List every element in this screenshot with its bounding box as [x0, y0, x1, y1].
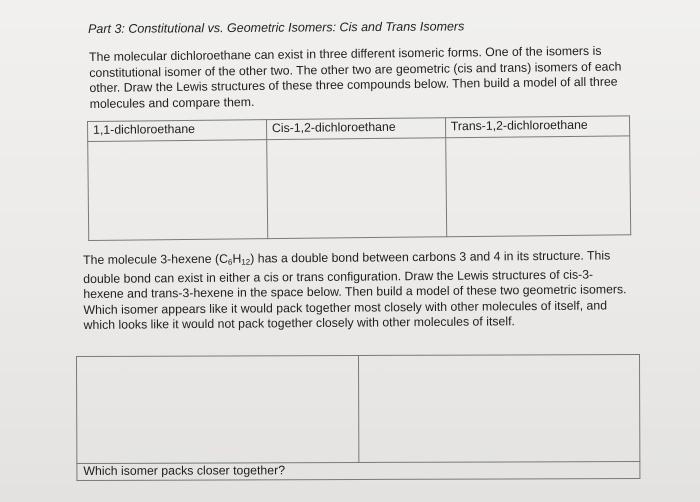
drawing-cell-1-1-dichloroethane[interactable]: [88, 140, 268, 241]
hexene-table: [76, 354, 640, 481]
drawing-cell-trans-1-2-dichloroethane[interactable]: [445, 136, 630, 237]
drawing-cell-trans-3-hexene[interactable]: [358, 355, 640, 463]
subscript-hydrogen: 12: [241, 257, 251, 267]
hexene-paragraph: [83, 248, 632, 333]
drawing-cell-cis-3-hexene[interactable]: [77, 356, 359, 464]
hexene-text-before: The molecule 3-hexene (C: [83, 251, 229, 267]
drawing-cell-cis-1-2-dichloroethane[interactable]: [267, 138, 447, 239]
intro-paragraph: The molecular dichloroethane can exist in three different isomeric forms. One of the isomers is constitutional isomer of the other two. The other two are geometric (cis and trans) isomers of each other. Draw the Lewis structures of these three compounds below. Then build a model of all three molecules and compare them.: [89, 43, 622, 111]
dichloroethane-table: [87, 115, 631, 241]
section-heading: Part 3: Constitutional vs. Geometric Isomers: Cis and Trans Isomers: [88, 19, 465, 36]
packing-question: Which isomer packs closer together?: [77, 462, 640, 481]
header-1-1-dichloroethane: 1,1-dichloroethane: [88, 120, 267, 142]
subscript-carbon: 6: [227, 257, 233, 267]
header-cis-1-2-dichloroethane: Cis-1,2-dichloroethane: [266, 118, 445, 140]
header-trans-1-2-dichloroethane: Trans-1,2-dichloroethane: [445, 116, 629, 138]
hexene-text-h: H: [232, 251, 242, 266]
hexene-text-after: ) has a double bond between carbons 3 and 4 in its structure. This double bond can exist in either a cis or trans configuration. Draw the Lewis structures of cis-3-hexene and trans-3-hexene in the space below. Then build a model of these two geometric isomers. Which isomer appears like it would pack together most closely with other molecules of itself, and which looks like it would not pack together closely with other molecules of itself.: [83, 248, 627, 332]
